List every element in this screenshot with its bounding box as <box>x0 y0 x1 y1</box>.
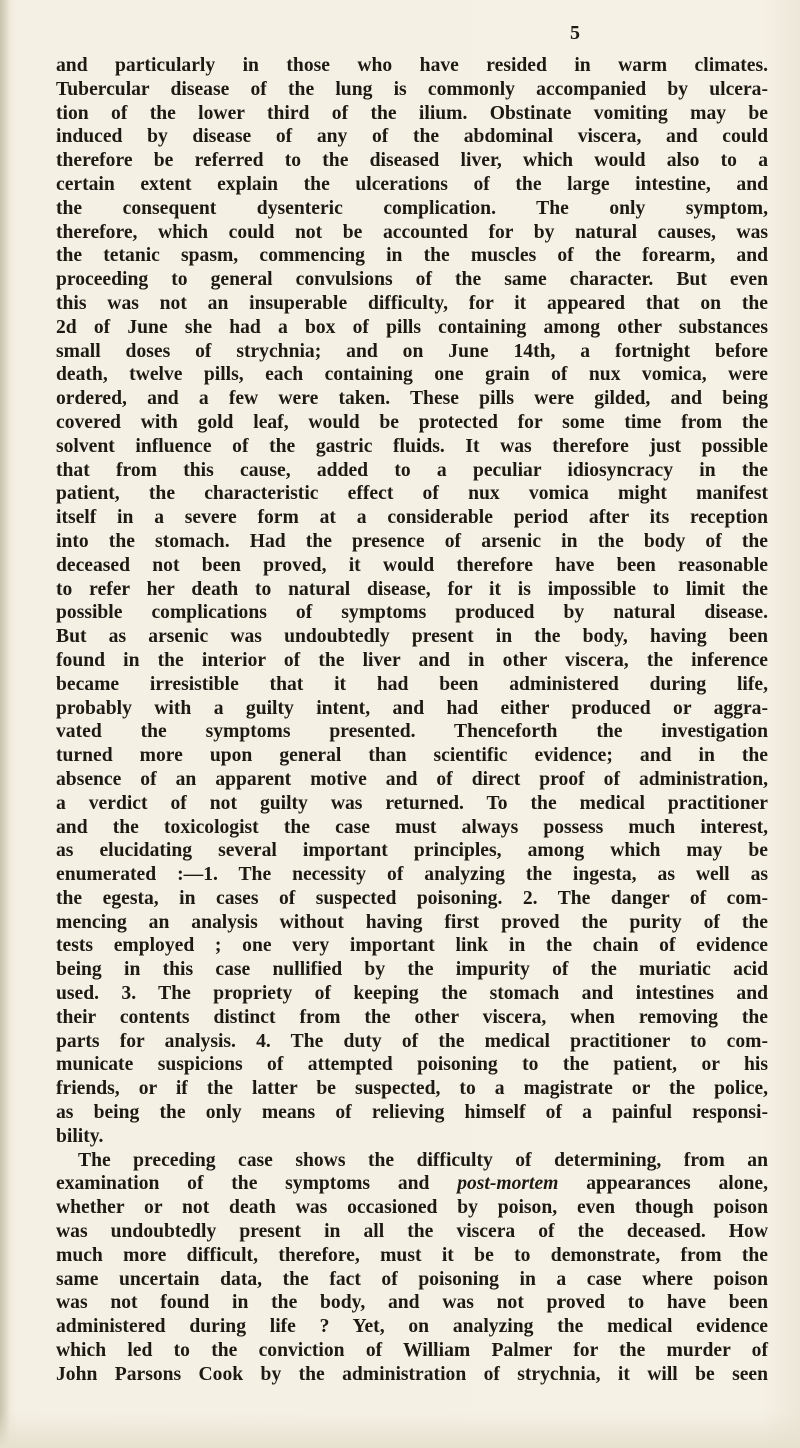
text-line: administered during life ? Yet, on analyzing the medical evidence <box>56 1316 768 1338</box>
text-line: the tetanic spasm, commencing in the muscles of the forearm, and <box>56 245 768 267</box>
text-line: became irresistible that it had been administered during life, <box>56 673 768 695</box>
text-line: therefore, which could not be accounted for by natural causes, was <box>56 221 768 243</box>
paragraph-first-line: The preceding case shows the difficulty of determining, from an <box>78 1149 768 1171</box>
text-line: John Parsons Cook by the administration of strychnia, it will be seen <box>56 1363 768 1385</box>
text-line: friends, or if the latter be suspected, to a magistrate or the police, <box>56 1078 768 1100</box>
text-line: absence of an apparent motive and of direct proof of administration, <box>56 768 768 790</box>
text-line: mencing an analysis without having first proved the purity of the <box>56 911 768 933</box>
text-line: deceased not been proved, it would therefore have been reasonable <box>56 554 768 576</box>
text-line: probably with a guilty intent, and had either produced or aggra- <box>56 697 768 719</box>
text-line: covered with gold leaf, would be protected for some time from the <box>56 411 768 433</box>
text-line: used. 3. The propriety of keeping the stomach and intestines and <box>56 983 768 1005</box>
text-line: enumerated :—1. The necessity of analyzing the ingesta, as well as <box>56 864 768 886</box>
text-line: was not found in the body, and was not proved to have been <box>56 1292 768 1314</box>
text-line: and the toxicologist the case must always possess much interest, <box>56 816 768 838</box>
text-line: as elucidating several important principles, among which may be <box>56 840 768 862</box>
text-run: examination of the symptoms and <box>56 1173 458 1195</box>
text-line: 2d of June she had a box of pills containing among other substances <box>56 316 768 338</box>
text-line: solvent influence of the gastric fluids. It was therefore just possible <box>56 435 768 457</box>
text-line: parts for analysis. 4. The duty of the medical practitioner to com- <box>56 1030 768 1052</box>
text-line: itself in a severe form at a considerable period after its reception <box>56 507 768 529</box>
text-line: found in the interior of the liver and in other viscera, the inference <box>56 649 768 671</box>
text-line: whether or not death was occasioned by poison, even though poison <box>56 1197 768 1219</box>
text-line: But as arsenic was undoubtedly present in the body, having been <box>56 626 768 648</box>
page-bottom-shading <box>0 1412 800 1448</box>
italic-term: post-mortem <box>457 1173 559 1195</box>
text-line: proceeding to general convulsions of the same character. But even <box>56 269 768 291</box>
text-line: that from this cause, added to a peculiar idiosyncracy in the <box>56 459 768 481</box>
text-line: tion of the lower third of the ilium. Obstinate vomiting may be <box>56 102 768 124</box>
text-line: small doses of strychnia; and on June 14th, a fortnight before <box>56 340 768 362</box>
text-line: the consequent dysenteric complication. The only symptom, <box>56 197 768 219</box>
text-line: was undoubtedly present in all the viscera of the deceased. How <box>56 1221 768 1243</box>
text-line: possible complications of symptoms produced by natural disease. <box>56 602 768 624</box>
text-line: municate suspicions of attempted poisoning to the patient, or his <box>56 1054 768 1076</box>
text-run: appearances alone, <box>558 1173 768 1195</box>
text-line: turned more upon general than scientific evidence; and in the <box>56 745 768 767</box>
text-line: induced by disease of any of the abdominal viscera, and could <box>56 126 768 148</box>
text-line: into the stomach. Had the presence of arsenic in the body of the <box>56 530 768 552</box>
text-line: patient, the characteristic effect of nux vomica might manifest <box>56 483 768 505</box>
text-line: to refer her death to natural disease, for it is impossible to limit the <box>56 578 768 600</box>
text-line: being in this case nullified by the impurity of the muriatic acid <box>56 959 768 981</box>
text-line: a verdict of not guilty was returned. To the medical practitioner <box>56 792 768 814</box>
page-gutter-shadow <box>0 0 10 1448</box>
text-line: bility. <box>56 1125 104 1147</box>
text-line: the egesta, in cases of suspected poisoning. 2. The danger of com- <box>56 887 768 909</box>
text-line: this was not an insuperable difficulty, for it appeared that on the <box>56 292 768 314</box>
text-line: much more difficult, therefore, must it be to demonstrate, from the <box>56 1244 768 1266</box>
text-line: Tubercular disease of the lung is commonly accompanied by ulcera- <box>56 78 768 100</box>
text-line: certain extent explain the ulcerations of the large intestine, and <box>56 173 768 195</box>
text-line: death, twelve pills, each containing one grain of nux vomica, were <box>56 364 768 386</box>
text-line: their contents distinct from the other viscera, when removing the <box>56 1006 768 1028</box>
text-line: as being the only means of relieving himself of a painful responsi- <box>56 1102 768 1124</box>
text-line: which led to the conviction of William Palmer for the murder of <box>56 1340 768 1362</box>
text-line: and particularly in those who have resided in warm climates. <box>56 55 768 76</box>
text-line: tests employed ; one very important link in the chain of evidence <box>56 935 768 957</box>
page-number: 5 <box>570 22 580 44</box>
text-line-with-italic <box>56 1172 768 1196</box>
text-line: same uncertain data, the fact of poisoning in a case where poison <box>56 1268 768 1290</box>
text-line: vated the symptoms presented. Thenceforth the investigation <box>56 721 768 743</box>
body-text <box>56 54 768 1387</box>
text-line: therefore be referred to the diseased liver, which would also to a <box>56 150 768 172</box>
text-line: ordered, and a few were taken. These pills were gilded, and being <box>56 388 768 410</box>
